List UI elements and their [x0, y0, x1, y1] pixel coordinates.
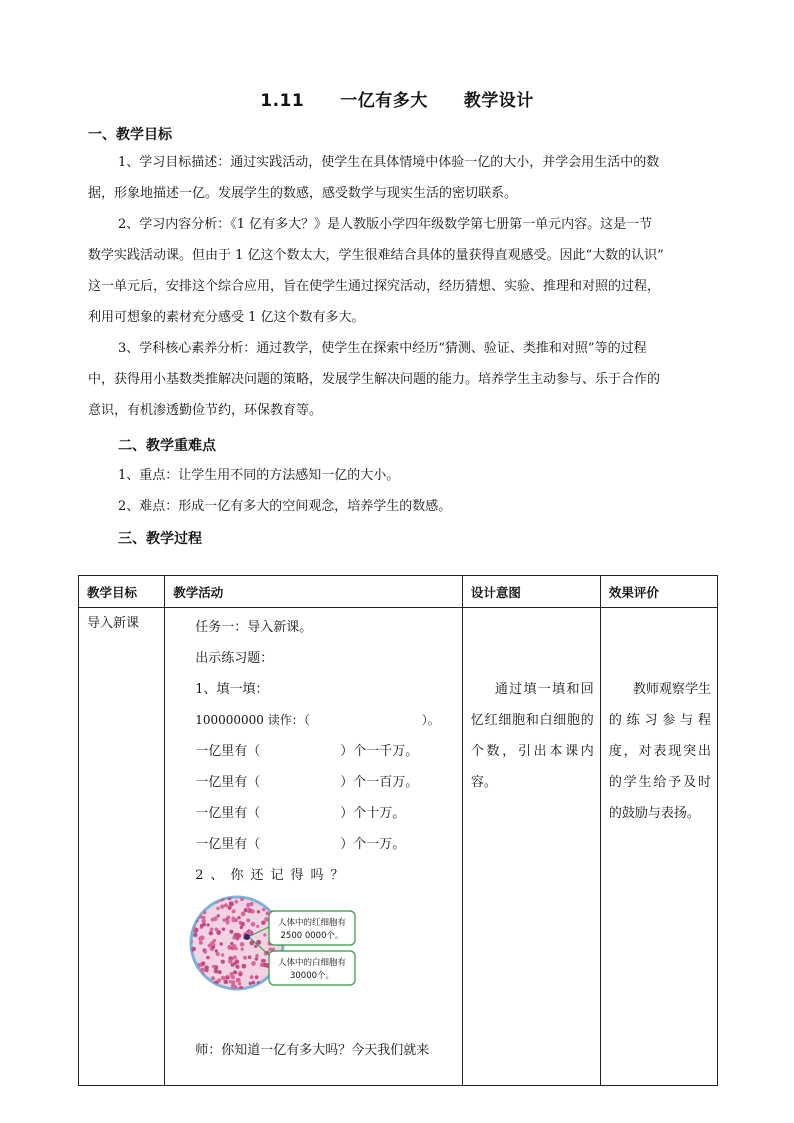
red-cell-dot: [210, 941, 215, 946]
question-1: 1、填一填：: [195, 682, 269, 697]
red-cell-dot: [226, 920, 230, 924]
red-cell-dot: [251, 922, 256, 927]
red-cell-dot: [197, 909, 200, 912]
red-cell-dot: [196, 910, 199, 913]
red-cell-dot: [206, 956, 210, 960]
red-cell-dot: [262, 897, 266, 901]
red-cell-dot: [235, 900, 239, 904]
red-cell-dot: [237, 916, 240, 919]
fill-line: 一亿里有（ ）个一万。: [195, 837, 406, 852]
red-cell-dot: [254, 945, 257, 948]
bubble-white-line-1: 人体中的白细胞有: [278, 958, 347, 968]
red-cell-dot: [279, 986, 283, 990]
red-cell-dot: [262, 908, 265, 911]
cell-goal: 导入新课: [79, 608, 165, 1086]
red-cell-dot: [216, 952, 220, 956]
red-cell-dot: [240, 897, 244, 901]
red-cell-dot: [205, 899, 210, 904]
page-title: [0, 86, 794, 111]
red-cell-dot: [204, 895, 209, 900]
cell-activity: [165, 608, 463, 1086]
red-cell-dot: [191, 918, 194, 921]
teacher-line: 师：你知道一亿有多大吗？今天我们就来: [195, 1043, 430, 1058]
table-row: [79, 608, 718, 1086]
red-cell-dot: [280, 896, 283, 899]
lesson-kind: 教学设计: [463, 91, 534, 111]
header-activity: 教学活动: [165, 576, 463, 608]
red-cell-dot: [204, 950, 207, 953]
red-cell-dot: [212, 965, 215, 968]
read-line: 100000000 读作：（ ）。: [195, 713, 440, 727]
red-cell-dot: [234, 933, 238, 937]
red-cell-dot: [269, 948, 273, 952]
red-cell-dot: [233, 970, 237, 974]
red-cell-dot: [216, 930, 221, 935]
section-heading-process: 三、教学过程: [118, 531, 202, 547]
red-cell-dot: [250, 976, 254, 980]
red-cell-dot: [224, 980, 229, 985]
red-cell-dot: [222, 928, 225, 931]
red-cell-dot: [232, 916, 236, 920]
lesson-name: 一亿有多大: [340, 91, 428, 111]
red-cell-dot: [241, 922, 246, 927]
red-cell-dot: [233, 962, 237, 966]
red-cell-dot: [205, 986, 209, 990]
red-cell-dot: [201, 896, 206, 901]
red-cell-dot: [241, 948, 244, 951]
red-cell-dot: [243, 956, 247, 960]
red-cell-dot: [232, 944, 236, 948]
red-cell-dot: [264, 917, 269, 922]
red-cell-dot: [278, 902, 283, 907]
show-line: 出示练习题：: [195, 651, 274, 666]
cell-evaluation: 教师观察学生的练习参与程度，对表现突出的学生给予及时的鼓励与表扬。: [600, 608, 717, 1086]
red-cell-dot: [217, 987, 220, 990]
objective-paragraph-1: 1、学习目标描述：通过实践活动，使学生在具体情境中体验一亿的大小，并学会用生活中的数 据，形象地描述一亿。发展学生的数感，感受数学与现实生活的密切联系。: [88, 155, 660, 201]
objective-paragraph-2: 2、学习内容分析：《1 亿有多大？》是人教版小学四年级数学第七册第一单元内容。这是一节 数学实践活动课。但由于 1 亿这个数太大，学生很难结合具体的量获得直观感受。因此“大数的认识” 这一单元后，安排这个综合应用，旨在使学生通过探究活动，经历猜想、实验、推理和对照的过程， 利用可想象的素材充分感受 1 亿这个数有多大。: [88, 217, 664, 325]
red-cell-dot: [221, 960, 225, 964]
red-cell-dot: [217, 914, 220, 917]
red-cell-dot: [249, 982, 252, 985]
red-cell-dot: [199, 941, 203, 945]
fill-line: 一亿里有（ ）个十万。: [195, 806, 406, 821]
red-cell-dot: [241, 912, 246, 917]
red-cell-dot: [193, 933, 197, 937]
red-cell-dot: [198, 936, 203, 941]
red-cell-dot: [233, 955, 237, 959]
red-cell-dot: [261, 921, 265, 925]
red-cell-dot: [246, 904, 249, 907]
red-cell-dot: [232, 909, 236, 913]
teaching-process-table: [78, 575, 718, 1086]
red-cell-dot: [248, 955, 252, 959]
red-cell-dot: [197, 976, 200, 979]
red-cell-dot: [209, 931, 213, 935]
red-cell-dot: [202, 919, 206, 923]
key-point-paragraph: 1、重点：让学生用不同的方法感知一亿的大小。 2、难点：形成一亿有多大的空间观念，培养学生的数感。: [118, 468, 452, 514]
red-cell-dot: [257, 910, 260, 913]
red-cell-dot: [228, 945, 232, 949]
lesson-number: 1.11: [260, 91, 305, 111]
red-cell-dot: [205, 966, 210, 971]
red-cell-dot: [277, 895, 281, 899]
bubble-red-line-2: 2500 0000个。: [280, 931, 344, 941]
bubble-red-line-1: 人体中的红细胞有: [278, 918, 347, 928]
red-cell-dot: [210, 927, 214, 931]
red-cell-dot: [205, 899, 208, 902]
cell-intent: 通过填一填和回忆红细胞和白细胞的个数，引出本课内容。: [462, 608, 600, 1086]
header-goal: 教学目标: [79, 576, 165, 608]
red-cell-dot: [263, 963, 268, 968]
red-cell-dot: [228, 906, 232, 910]
red-cell-dot: [229, 930, 233, 934]
red-cell-dot: [222, 918, 226, 922]
red-cell-dot: [255, 954, 259, 958]
question-2: 2、你还记得吗？: [195, 868, 351, 883]
red-cell-dot: [216, 907, 219, 910]
red-cell-dot: [189, 985, 193, 989]
fill-line: 一亿里有（ ）个一千万。: [195, 744, 419, 759]
red-cell-dot: [221, 976, 226, 981]
fill-line: 一亿里有（ ）个一百万。: [195, 775, 419, 790]
red-cell-dot: [270, 899, 274, 903]
section-heading-key-points: 二、教学重难点: [118, 438, 216, 454]
red-cell-dot: [220, 942, 223, 945]
table-header-row: [79, 576, 718, 608]
red-cell-dot: [225, 975, 230, 980]
red-cell-dot: [252, 981, 256, 985]
red-cell-dot: [231, 975, 235, 979]
white-cell-icon: [244, 934, 250, 940]
red-cell-dot: [236, 965, 240, 969]
red-cell-dot: [229, 902, 232, 905]
red-cell-dot: [239, 973, 243, 977]
section-heading-objectives: 一、教学目标: [88, 127, 172, 143]
red-cell-dot: [228, 959, 233, 964]
red-cell-dot: [233, 985, 238, 990]
red-cell-dot: [247, 909, 250, 912]
red-cell-dot: [236, 978, 241, 983]
red-cell-dot: [268, 898, 271, 901]
red-cell-dot: [220, 904, 224, 908]
red-cell-dot: [242, 964, 247, 969]
red-cell-dot: [201, 962, 205, 966]
red-cell-dot: [251, 961, 256, 966]
red-cell-dot: [207, 984, 211, 988]
red-cell-dot: [211, 976, 215, 980]
red-cell-dot: [231, 980, 235, 984]
red-cell-dot: [240, 942, 245, 947]
objective-paragraph-3: 3、学科核心素养分析：通过教学，使学生在探索中经历“猜测、验证、类推和对照”等的过程 中，获得用小基数类推解决问题的策略，发展学生解决问题的能力。培养学生主动参与、乐于合作的 意识，有机渗透勤俭节约，环保教育等。: [88, 341, 661, 418]
red-cell-dot: [263, 933, 266, 936]
header-intent: 设计意图: [462, 576, 600, 608]
red-cell-dot: [255, 975, 259, 979]
red-cell-dot: [207, 923, 210, 926]
blood-cell-illustration: [189, 893, 359, 993]
task-line: 任务一：导入新课。: [195, 620, 313, 635]
red-cell-dot: [221, 953, 224, 956]
bubble-white-line-2: 30000个。: [290, 971, 335, 981]
red-cell-dot: [265, 985, 270, 990]
red-cell-dot: [256, 925, 259, 928]
red-cell-dot: [191, 909, 195, 913]
red-cell-dot: [214, 969, 219, 974]
red-cell-dot: [246, 918, 250, 922]
red-cell-dot: [211, 918, 215, 922]
header-evaluation: 效果评价: [600, 576, 717, 608]
red-cell-dot: [224, 903, 228, 907]
red-cell-dot: [197, 963, 202, 968]
red-cell-dot: [255, 957, 258, 960]
red-cell-dot: [263, 959, 266, 962]
